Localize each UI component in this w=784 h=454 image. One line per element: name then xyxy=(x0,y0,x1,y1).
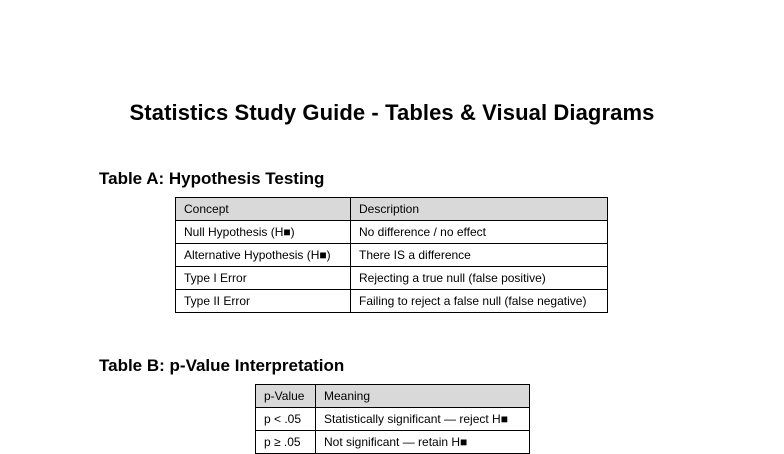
concept-cell: Type II Error xyxy=(176,290,351,313)
table-row xyxy=(176,290,608,313)
p-value-cell: p ≥ .05 xyxy=(256,431,316,454)
hypothesis-testing-table xyxy=(175,197,608,313)
table-row xyxy=(176,244,608,267)
meaning-cell: Not significant — retain H■ xyxy=(316,431,530,454)
document-title: Statistics Study Guide - Tables & Visual Diagrams xyxy=(129,100,655,125)
table-b-heading: Table B: p-Value Interpretation xyxy=(99,356,345,375)
table-row xyxy=(176,221,608,244)
table-header-row xyxy=(256,385,530,408)
table-row xyxy=(256,408,530,431)
p-value-table xyxy=(255,384,530,454)
table-row xyxy=(176,267,608,290)
table-header-row xyxy=(176,198,608,221)
description-cell: Failing to reject a false null (false negative) xyxy=(351,290,608,313)
column-header-meaning: Meaning xyxy=(316,385,530,408)
description-cell: No difference / no effect xyxy=(351,221,608,244)
column-header-p-value: p-Value xyxy=(256,385,316,408)
table-row xyxy=(256,431,530,454)
concept-cell: Alternative Hypothesis (H■) xyxy=(176,244,351,267)
concept-cell: Type I Error xyxy=(176,267,351,290)
concept-cell: Null Hypothesis (H■) xyxy=(176,221,351,244)
column-header-description: Description xyxy=(351,198,608,221)
meaning-cell: Statistically significant — reject H■ xyxy=(316,408,530,431)
table-a-heading: Table A: Hypothesis Testing xyxy=(99,169,325,188)
p-value-cell: p < .05 xyxy=(256,408,316,431)
description-cell: There IS a difference xyxy=(351,244,608,267)
description-cell: Rejecting a true null (false positive) xyxy=(351,267,608,290)
column-header-concept: Concept xyxy=(176,198,351,221)
